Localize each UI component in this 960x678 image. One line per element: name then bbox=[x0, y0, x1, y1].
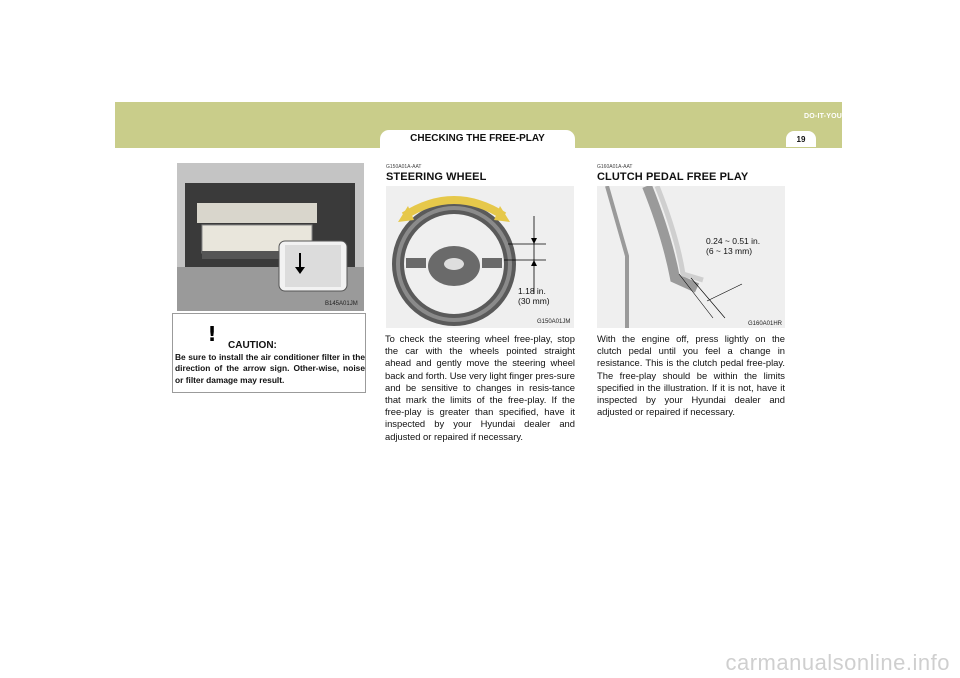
clutch-pedal-figure bbox=[597, 186, 785, 328]
clutch-section-code: G160A01A-AAT bbox=[597, 164, 633, 170]
svg-text:!: ! bbox=[207, 322, 217, 345]
header-section-title: DO-IT-YOURSELF MAINTENANCE bbox=[804, 113, 922, 120]
caution-title: CAUTION: bbox=[228, 340, 277, 351]
caution-text: Be sure to install the air conditioner filter in the direction of the arrow sign. Other-wise, noise or filter damage may result. bbox=[175, 352, 365, 385]
clutch-measure-label: 0.24 ~ 0.51 in. (6 ~ 13 mm) bbox=[706, 236, 761, 256]
watermark: carmanualsonline.info bbox=[725, 650, 950, 675]
filter-illustration bbox=[177, 163, 364, 311]
clutch-body-text: With the engine off, press lightly on the clutch pedal until you feel a change in resistance. This is the clutch pedal free-play. The free-play should be within the limits specified in the illustration. If it is not, have it inspected by your Hyundai dealer and adjusted or repaired if necessary. bbox=[597, 333, 785, 418]
steering-section-title: STEERING WHEEL bbox=[386, 171, 487, 183]
caution-box bbox=[172, 313, 366, 393]
warning-icon bbox=[197, 317, 227, 345]
chapter-number: 6 bbox=[941, 104, 953, 126]
page-number: 19 bbox=[786, 131, 816, 147]
page-title: CHECKING THE FREE-PLAY bbox=[380, 130, 575, 149]
steering-wheel-illustration bbox=[386, 186, 574, 328]
steering-body-text: To check the steering wheel free-play, stop the car with the wheels pointed straight ahead and gently move the steering wheel back and forth. Use very light finger pres-sure and be sensitive to changes in resis-tance that mark the limits of the free-play. If the free-play is greater than specified, have it inspected by your Hyundai dealer and adjusted or repaired if necessary. bbox=[385, 333, 575, 442]
steering-measure-label: 1.18 in. (30 mm) bbox=[518, 286, 550, 306]
figure-code-clutch: G160A01HR bbox=[748, 321, 783, 327]
filter-photo bbox=[177, 163, 364, 311]
clutch-pedal-illustration bbox=[597, 186, 785, 328]
steering-wheel-figure bbox=[386, 186, 574, 328]
figure-code-steering: G150A01JM bbox=[537, 319, 571, 325]
clutch-section-title: CLUTCH PEDAL FREE PLAY bbox=[597, 171, 749, 183]
steering-section-code: G150A01A-AAT bbox=[386, 164, 422, 170]
figure-code-filter: B145A01JM bbox=[325, 301, 358, 307]
